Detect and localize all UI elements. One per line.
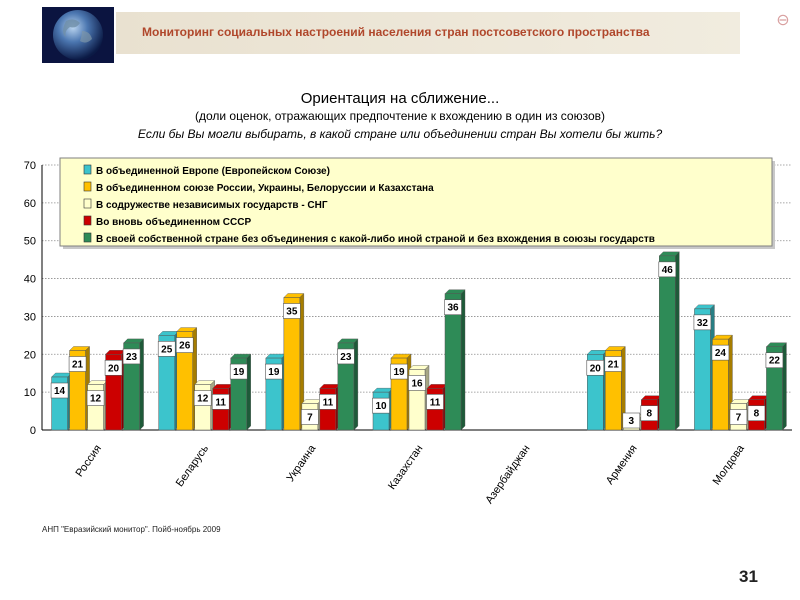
x-tick-label: Казахстан — [386, 442, 426, 492]
data-label: 16 — [411, 378, 423, 390]
chart-question: Если бы Вы могли выбирать, в какой стране или объединении стран Вы хотели бы жить? — [137, 127, 663, 141]
data-label: 11 — [429, 397, 441, 409]
legend-label: В объединенном союзе России, Украины, Белоруссии и Казахстана — [96, 183, 434, 194]
x-tick-label: Украина — [284, 442, 319, 485]
data-label: 7 — [735, 412, 742, 424]
data-label: 23 — [126, 351, 138, 363]
y-tick-label: 10 — [23, 387, 36, 400]
data-label: 19 — [393, 367, 405, 379]
minus-circle-icon[interactable]: ⊖ — [776, 12, 790, 29]
data-label: 19 — [268, 367, 280, 379]
y-tick-label: 0 — [29, 425, 36, 437]
data-label: 22 — [768, 355, 780, 367]
data-label: 23 — [340, 351, 352, 363]
data-label: 25 — [161, 344, 173, 356]
legend-swatch — [84, 233, 91, 242]
data-label: 32 — [696, 317, 708, 329]
x-tick-label: Армения — [603, 442, 640, 487]
page-number: 31 — [739, 567, 758, 586]
data-label: 10 — [375, 401, 387, 413]
legend-swatch — [84, 199, 91, 208]
data-label: 7 — [307, 412, 313, 424]
legend-swatch — [84, 216, 91, 225]
legend-label: Во вновь объединенном СССР — [96, 217, 252, 228]
data-label: 24 — [714, 348, 726, 360]
legend-label: В своей собственной стране без объединения с какой-либо иной страной и без вхождения в союзы государств — [96, 234, 655, 245]
data-label: 21 — [72, 359, 84, 371]
data-label: 36 — [447, 302, 459, 314]
x-tick-label: Молдова — [710, 442, 747, 488]
legend-label: В объединенной Европе (Европейском Союзе) — [96, 166, 330, 177]
data-label: 12 — [90, 393, 102, 405]
data-label: 11 — [215, 397, 227, 409]
data-label: 14 — [54, 386, 66, 397]
header-title: Мониторинг социальных настроений населения стран постсоветского пространства — [142, 25, 650, 39]
x-tick-label: Беларусь — [173, 442, 212, 490]
data-label: 8 — [753, 408, 760, 420]
y-tick-label: 30 — [23, 311, 36, 324]
data-label: 20 — [108, 363, 120, 375]
data-label: 19 — [233, 367, 245, 379]
data-label: 21 — [607, 359, 619, 371]
bar-side — [675, 252, 679, 430]
data-label: 20 — [589, 363, 601, 375]
data-label: 3 — [628, 416, 635, 427]
x-tick-label: Азербайджан — [483, 442, 533, 507]
data-label: 26 — [179, 340, 191, 352]
y-tick-label: 60 — [23, 197, 36, 210]
data-label: 46 — [661, 264, 673, 276]
bar — [659, 256, 675, 430]
source-note: АНП "Евразийский монитор". Пойб-ноябрь 2009 — [42, 525, 221, 534]
y-tick-label: 40 — [23, 273, 36, 286]
data-label: 11 — [322, 397, 334, 409]
legend-swatch — [84, 182, 91, 191]
x-tick-label: Россия — [73, 442, 105, 480]
y-tick-label: 50 — [23, 235, 36, 248]
y-tick-label: 20 — [23, 349, 36, 362]
data-label: 8 — [646, 408, 653, 420]
y-tick-label: 70 — [23, 160, 36, 172]
chart-subtitle: (доли оценок, отражающих предпочтение к вхождению в один из союзов) — [194, 109, 605, 123]
data-label: 35 — [286, 306, 298, 318]
chart-title: Ориентация на сближение... — [300, 90, 500, 107]
legend-label: В содружестве независимых государств - СНГ — [96, 200, 328, 211]
legend-swatch — [84, 165, 91, 174]
data-label: 12 — [197, 393, 209, 405]
